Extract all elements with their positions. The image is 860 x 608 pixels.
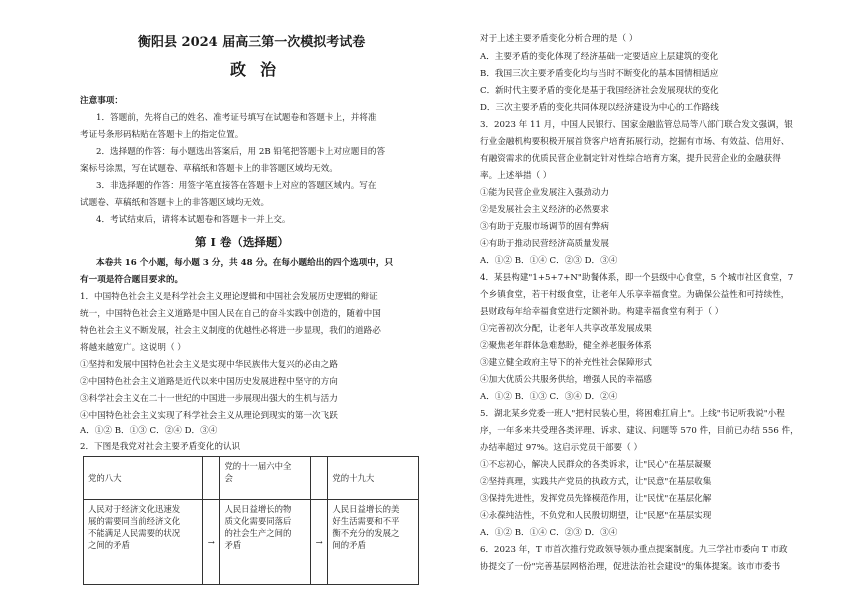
q1-choices: A．①② B．①③ C．②④ D．③④ xyxy=(80,426,218,436)
q1-option: ③科学社会主义在二十一世纪的中国进一步展现出强大的生机与活力 xyxy=(80,394,338,404)
q6-stem-line: 协提交了一份"完善基层网格治理，促进法治社会建设"的集体提案。该市市委书 xyxy=(480,562,781,572)
q2-stem-cont: 对于上述主要矛盾变化分析合理的是（ ） xyxy=(480,34,638,44)
notice-line: 考证号条形码粘贴在答题卡上的指定位置。 xyxy=(80,130,244,140)
q4-stem-line: 县财政每年给幸福食堂进行定额补助。构建幸福食堂有利于（ ） xyxy=(480,307,724,317)
q4-option: ①完善初次分配，让老年人共享改革发展成果 xyxy=(480,324,652,334)
q4-stem-line: 个乡镇食堂，若干村级食堂，让老年人乐享幸福食堂。为确保公益性和可持续性， xyxy=(480,290,790,300)
q3-stem-line: 有融资需求的优质民营企业制定针对性综合培育方案，提升民营企业的金融获得 xyxy=(480,154,781,164)
q1-option: ④中国特色社会主义实现了科学社会主义从理论到现实的第一次飞跃 xyxy=(80,411,338,421)
q2-option: C．新时代主要矛盾的变化是基于我国经济社会发展现状的变化 xyxy=(480,86,719,96)
section-title: 第 Ⅰ 卷（选择题） xyxy=(195,235,289,249)
q4-option: ③建立健全政府主导下的补充性社会保障形式 xyxy=(480,358,652,368)
q4-option: ④加大优质公共服务供给，增强人民的幸福感 xyxy=(480,375,652,385)
notice-line: 3．非选择题的作答：用签字笔直接答在答题卡上对应的答题区域内。写在 xyxy=(96,181,377,191)
q3-stem-line: 率。上述举措（ ） xyxy=(480,171,552,181)
table-header-cell: 党的十一届六中全 会 xyxy=(220,457,311,500)
table-cell: 人民日益增长的物 质文化需要同落后 的社会生产之间的 矛盾 xyxy=(220,500,311,585)
subject-title: 政治 xyxy=(230,60,291,79)
table-header-cell: 党的十九大 xyxy=(328,457,419,500)
q3-stem-line: 行业金融机构要积极开展首贷客户培育拓展行动，挖掘有市场、有效益、信用好、 xyxy=(480,137,790,147)
q5-option: ②坚持真理，实践共产党员的执政方式，让"民意"在基层收集 xyxy=(480,477,712,487)
q4-stem-line: 4．某县构建"1+5+7+N"助餐体系，即一个县级中心食堂，5 个城市社区食堂，7 xyxy=(480,273,794,283)
table-header-cell: 党的八大 xyxy=(84,457,203,500)
notice-line: 4．考试结束后，请将本试题卷和答题卡一并上交。 xyxy=(96,215,291,225)
q3-option: ④有助于推动民营经济高质量发展 xyxy=(480,239,609,249)
instruction-line: 本卷共 16 个小题，每小题 3 分，共 48 分。在每小题给出的四个选项中，只 xyxy=(96,258,394,268)
notice-heading: 注意事项： xyxy=(80,96,123,106)
q5-option: ④永葆纯洁性，不负党和人民殷切期望，让"民愿"在基层实现 xyxy=(480,511,712,521)
q2-option: A．主要矛盾的变化体现了经济基础一定要适应上层建筑的变化 xyxy=(480,52,719,62)
q3-choices: A．①② B．①④ C．②③ D．③④ xyxy=(480,256,618,266)
q5-option: ③保持先进性，发挥党员先锋模范作用，让"民忧"在基层化解 xyxy=(480,494,712,504)
arrow-icon: → xyxy=(311,500,328,585)
table-body-row xyxy=(84,500,419,585)
q3-option: ③有助于克服市场调节的固有弊病 xyxy=(480,222,609,232)
q1-stem-line: 统一，中国特色社会主义道路是中国人民在自己的奋斗实践中创造的，随着中国 xyxy=(80,309,381,319)
q4-choices: A．①② B．①③ C．③④ D．②④ xyxy=(480,392,618,402)
table-spacer xyxy=(203,457,220,500)
q4-option: ②聚焦老年群体急难愁盼，健全养老服务体系 xyxy=(480,341,652,351)
q1-option: ②中国特色社会主义道路是近代以来中国历史发展进程中坚守的方向 xyxy=(80,377,338,387)
arrow-icon: → xyxy=(203,500,220,585)
table-cell: 人民日益增长的美 好生活需要和不平 衡不充分的发展之 间的矛盾 xyxy=(328,500,419,585)
table-header-row xyxy=(84,457,419,500)
table-spacer xyxy=(311,457,328,500)
q5-stem-line: 序，一年多来共受理各类评理、诉求、建议、问题等 570 件，目前已办结 556 件， xyxy=(480,426,799,436)
notice-line: 2．选择题的作答：每小题选出答案后，用 2B 铅笔把答题卡上对应题目的答 xyxy=(96,147,386,157)
instruction-line: 有一项是符合题目要求的。 xyxy=(80,275,184,285)
q1-stem-line: 特色社会主义不断发展，社会主义制度的优越性必将进一步显现，我们的道路必 xyxy=(80,326,381,336)
q5-stem-line: 办结率超过 97%。这启示党员干部要（ ） xyxy=(480,443,643,453)
q5-choices: A．①② B．①④ C．②③ D．③④ xyxy=(480,528,618,538)
exam-title: 衡阳县 2024 届高三第一次模拟考试卷 xyxy=(138,35,366,50)
q1-option: ①坚持和发展中国特色社会主义是实现中华民族伟大复兴的必由之路 xyxy=(80,360,338,370)
q5-stem-line: 5．湖北某乡党委一班人"把村民装心里，将困难扛肩上"。上线"书记听我说"小程 xyxy=(480,409,785,419)
notice-line: 案标号涂黑，写在试题卷、草稿纸和答题卡上的非答题区域均无效。 xyxy=(80,164,338,174)
q2-option: D．三次主要矛盾的变化共同体现以经济建设为中心的工作路线 xyxy=(480,103,719,113)
q1-stem-line: 1．中国特色社会主义是科学社会主义理论逻辑和中国社会发展历史逻辑的辩证 xyxy=(80,292,378,302)
notice-line: 1．答题前，先将自己的姓名、准考证号填写在试题卷和答题卡上，并将准 xyxy=(96,113,377,123)
table-cell: 人民对于经济文化迅速发 展的需要同当前经济文化 不能满足人民需要的状况 之间的矛盾 xyxy=(84,500,203,585)
q3-option: ①能为民营企业发展注入强劲动力 xyxy=(480,188,609,198)
q3-stem-line: 3．2023 年 11 月，中国人民银行、国家金融监管总局等八部门联合发文强调，银 xyxy=(480,120,793,130)
q2-stem: 2．下图是我党对社会主要矛盾变化的认识 xyxy=(80,442,241,452)
q1-stem-line: 将越来越宽广。这说明（ ） xyxy=(80,343,186,353)
q2-option: B．我国三次主要矛盾变化均与当时不断变化的基本国情相适应 xyxy=(480,69,719,79)
notice-line: 试题卷、草稿纸和答题卡上的非答题区域均无效。 xyxy=(80,198,270,208)
q5-option: ①不忘初心，解决人民群众的各类诉求，让"民心"在基层凝聚 xyxy=(480,460,712,470)
q6-stem-line: 6．2023 年，T 市首次推行党政领导领办重点提案制度。九三学社市委向 T 市政 xyxy=(480,545,788,555)
q3-option: ②是发展社会主义经济的必然要求 xyxy=(480,205,609,215)
contradiction-table xyxy=(83,456,419,585)
